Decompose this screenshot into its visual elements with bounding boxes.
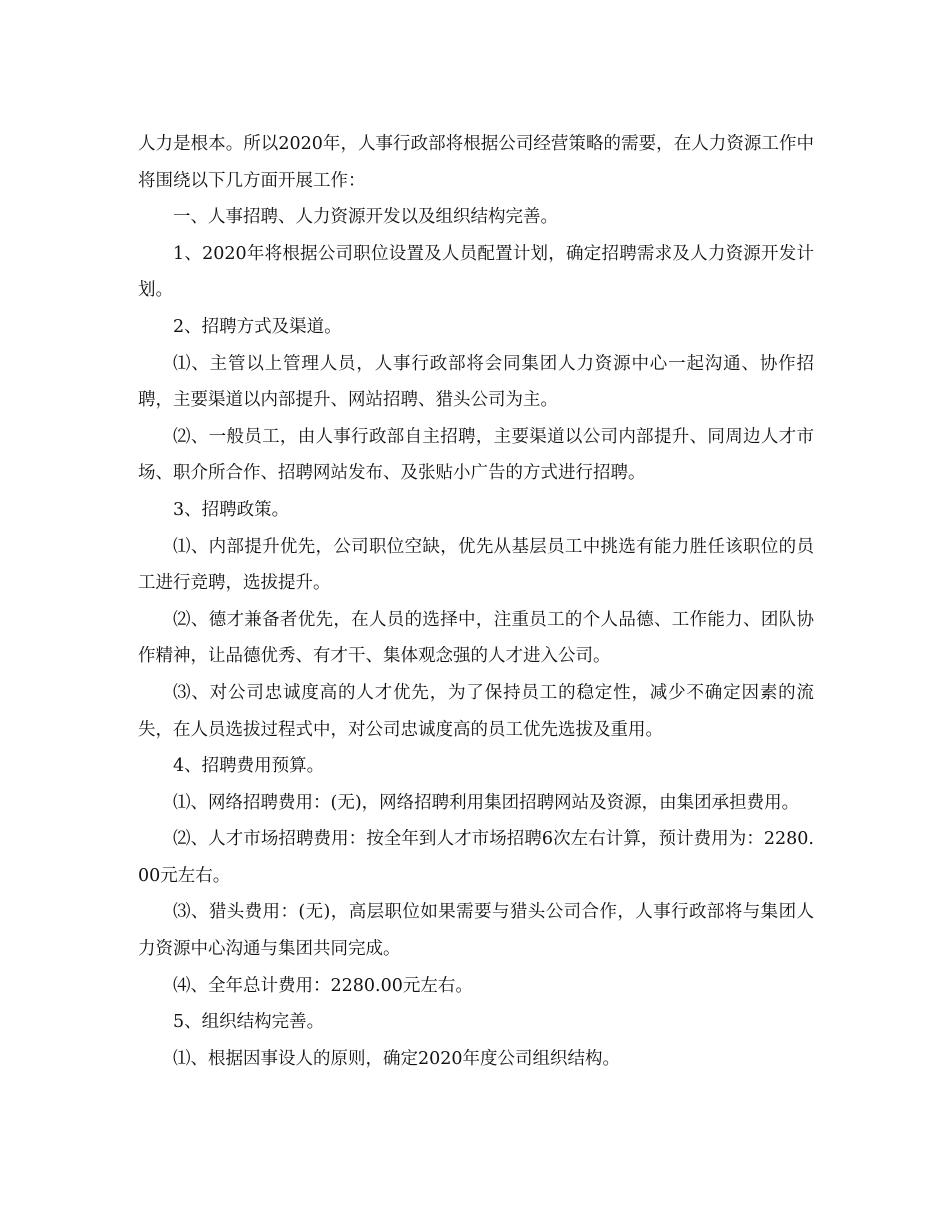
paragraph-item-4-2: ⑵、人才市场招聘费用：按全年到人才市场招聘6次左右计算，预计费用为：2280.00元左右。 [138, 829, 814, 886]
heading-item-4: 4、招聘费用预算。 [173, 756, 325, 777]
heading-item-2: 2、招聘方式及渠道。 [173, 316, 342, 337]
paragraph-item-4-3: ⑶、猎头费用：(无)，高层职位如果需要与猎头公司合作，人事行政部将与集团人力资源中心沟通与集团共同完成。 [138, 902, 814, 960]
paragraph-intro: 人力是根本。所以2020年，人事行政部将根据公司经营策略的需要，在人力资源工作中将围绕以下几方面开展工作： [138, 134, 814, 191]
paragraph-item-5-1: ⑴、根据因事设人的原则，确定2020年度公司组织结构。 [173, 1048, 621, 1069]
document-body [138, 126, 814, 1077]
paragraph-item-2-1: ⑴、主管以上管理人员，人事行政部将会同集团人力资源中心一起沟通、协作招聘，主要渠道以内部提升、网站招聘、猎头公司为主。 [138, 353, 814, 411]
paragraph-item-4-1: ⑴、网络招聘费用：(无)，网络招聘利用集团招聘网站及资源，由集团承担费用。 [173, 792, 800, 813]
heading-item-3: 3、招聘政策。 [173, 499, 290, 520]
paragraph-item-3-3: ⑶、对公司忠诚度高的人才优先，为了保持员工的稳定性，减少不确定因素的流失，在人员选拔过程式中，对公司忠诚度高的员工优先选拔及重用。 [138, 682, 814, 740]
heading-item-5: 5、组织结构完善。 [173, 1012, 325, 1033]
paragraph-item-3-1: ⑴、内部提升优先，公司职位空缺，优先从基层员工中挑选有能力胜任该职位的员工进行竞聘，选拔提升。 [138, 536, 814, 594]
paragraph-item-2-2: ⑵、一般员工，由人事行政部自主招聘，主要渠道以公司内部提升、同周边人才市场、职介所合作、招聘网站发布、及张贴小广告的方式进行招聘。 [138, 426, 814, 484]
paragraph-item-4-4: ⑷、全年总计费用：2280.00元左右。 [173, 975, 473, 996]
paragraph-item-1: 1、2020年将根据公司职位设置及人员配置计划，确定招聘需求及人力资源开发计划。 [138, 243, 814, 301]
heading-section-1: 一、人事招聘、人力资源开发以及组织结构完善。 [173, 207, 558, 228]
paragraph-item-3-2: ⑵、德才兼备者优先，在人员的选择中，注重员工的个人品德、工作能力、团队协作精神，让品德优秀、有才干、集体观念强的人才进入公司。 [138, 609, 814, 667]
